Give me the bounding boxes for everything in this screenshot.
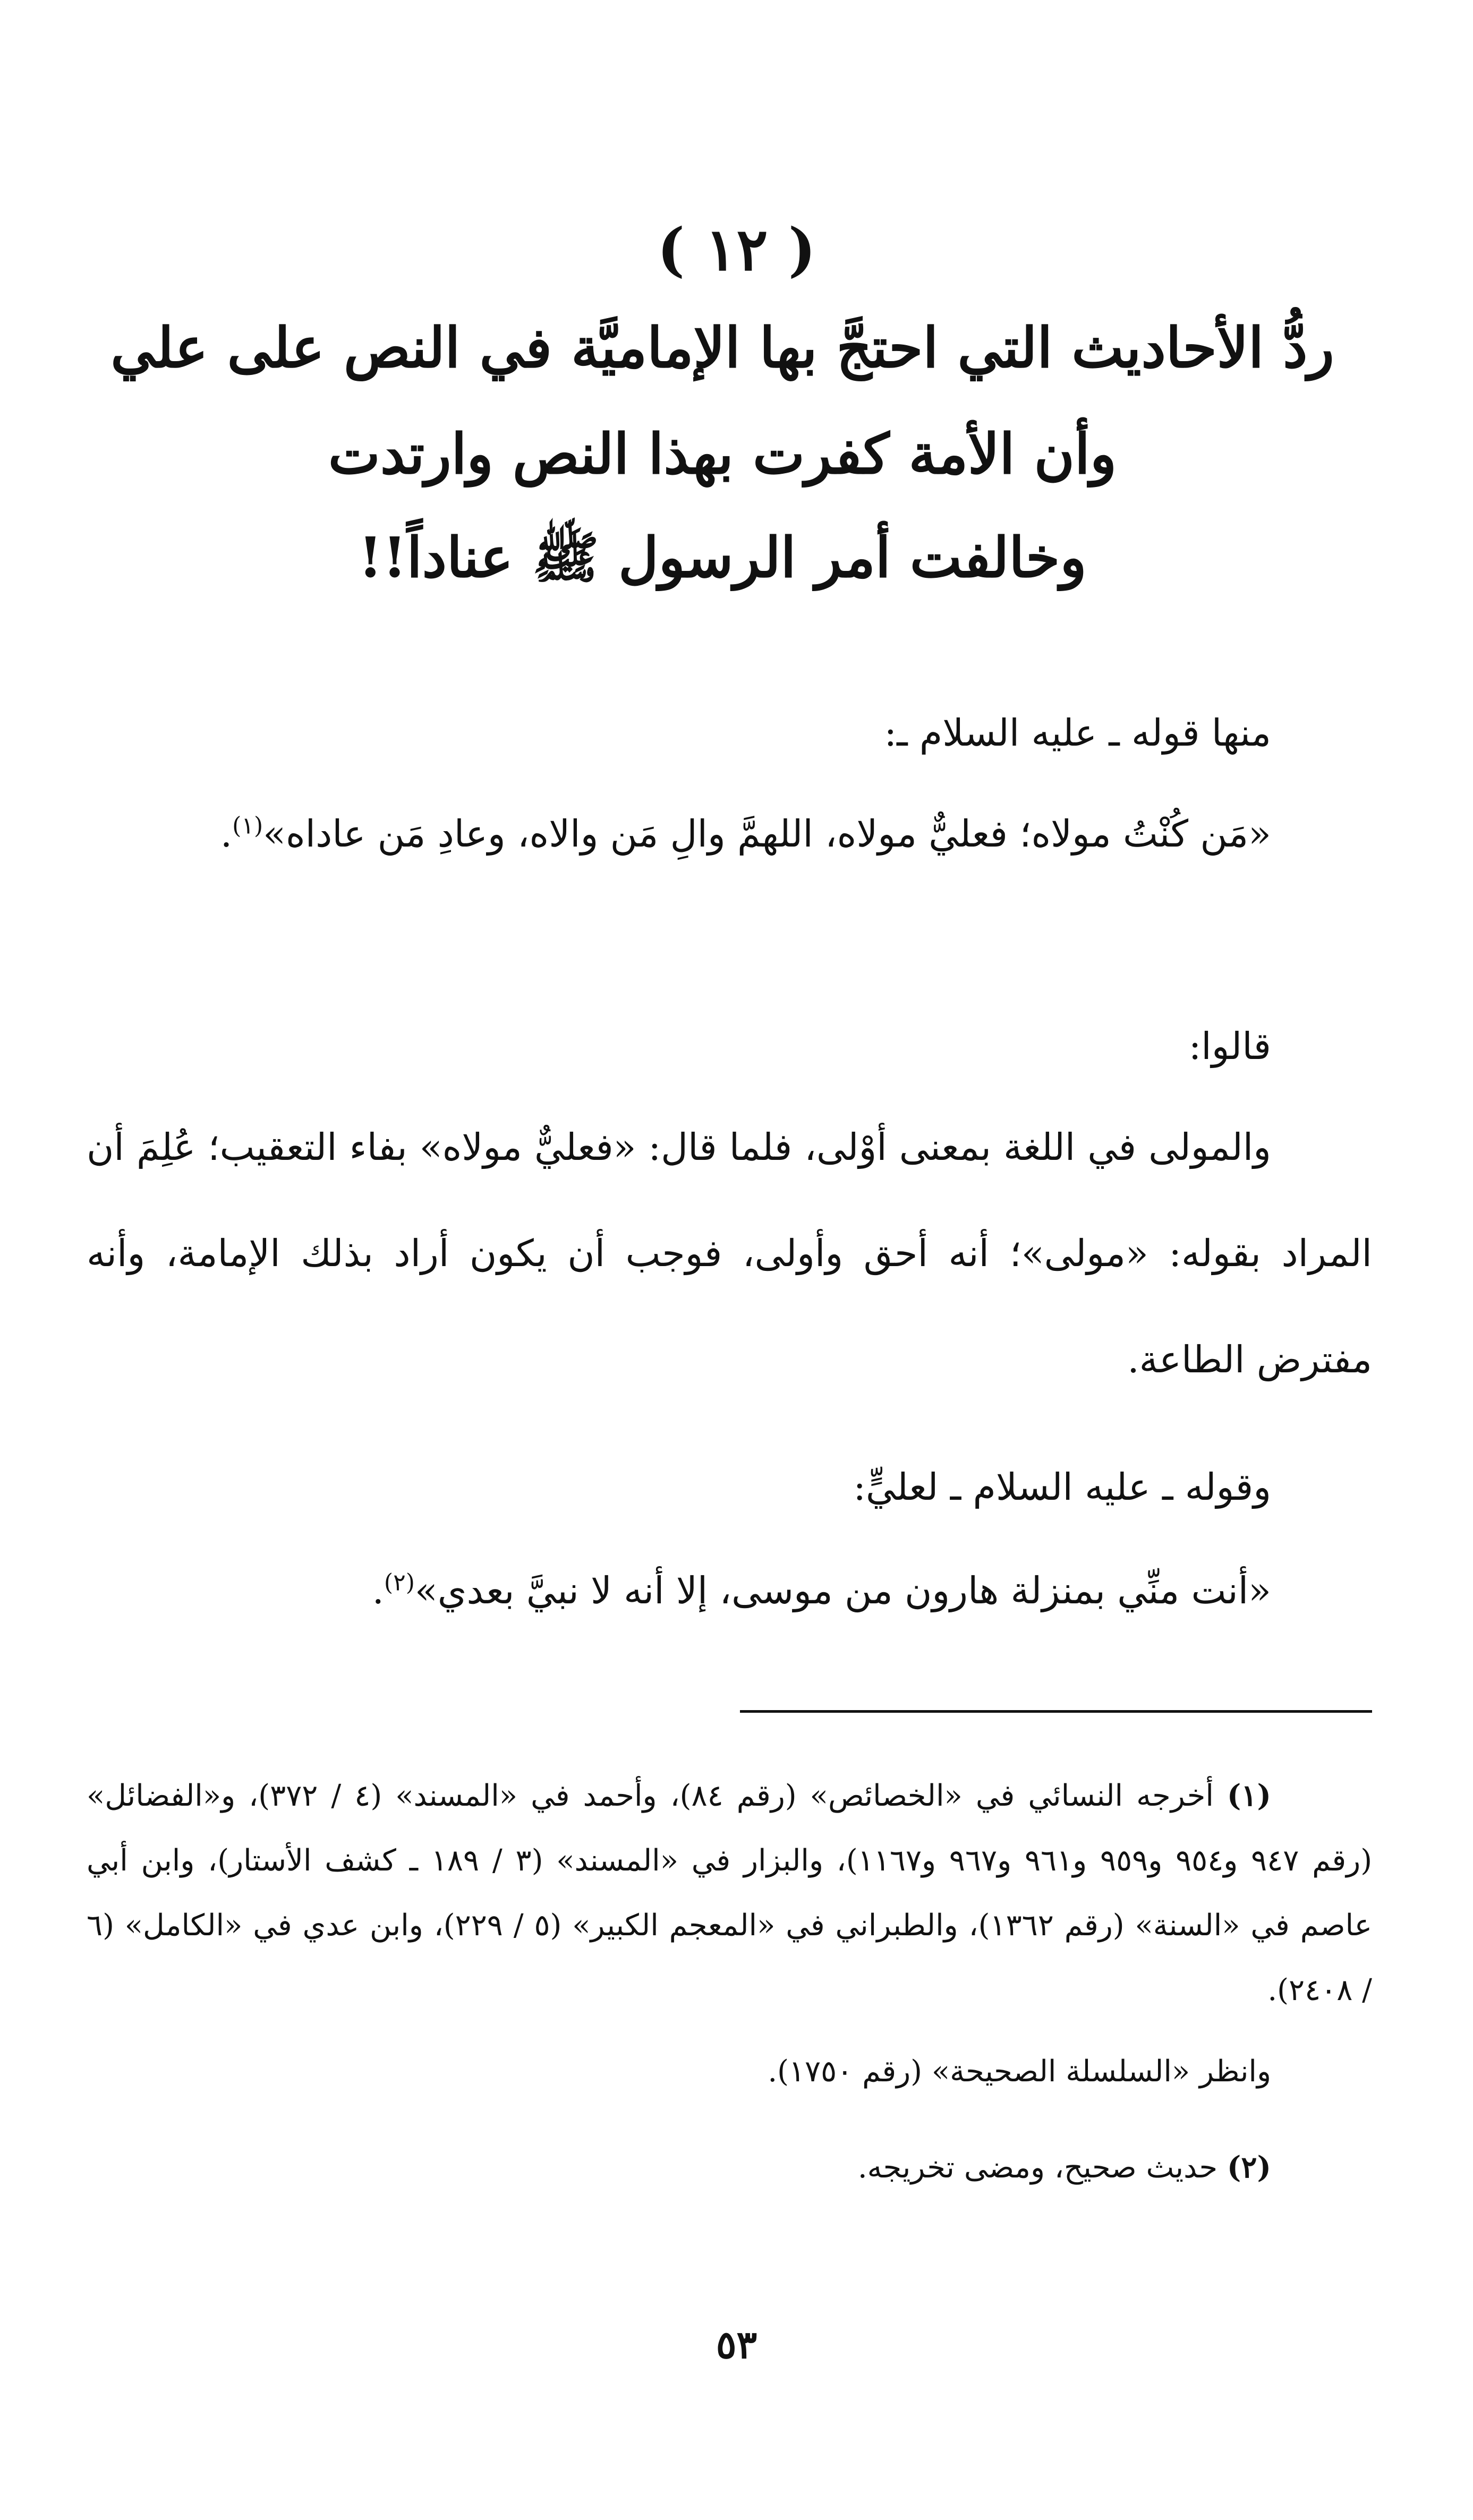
footnote-ref-2: (٢) (384, 1569, 415, 1596)
hadith-2-paragraph (87, 1537, 1372, 1644)
chapter-title-line-2: وأن الأمة كفرت بهذا النص وارتدت (328, 421, 1117, 486)
intro-paragraph: منها قوله ـ عليه السلام ـ: (884, 711, 1271, 755)
hadith-1-end: . (220, 812, 233, 856)
footnote-2-text: حديث صحيح، ومضى تخريجه. (857, 2150, 1218, 2185)
chapter-number: ( ١٢ ) (657, 215, 816, 284)
footnote-2-number: (٢) (1227, 2150, 1271, 2185)
footnote-1-text: أخرجه النسائي في «الخصائص» (رقم ٨٤)، وأحمد في «المسند» (٤ / ٣٧٢)، و«الفضائل» (رقم ٩٤٧ و٩٥٤ و٩٥٩ و٩٦١ و٩٦٧ و١١٦٧)، والبزار في «المسند» (٣ / ١٨٩ ـ كشف الأستار)، وابن أبي عاصم في «السنة» (رقم ١٣٦٢)، والطبراني في «المعجم الكبير» (٥ / ٢٢٩)، وابن عدي في «الكامل» (٦ / ٢٤٠٨). (87, 1779, 1373, 2008)
hadith-2-end: . (372, 1569, 384, 1612)
footnote-1 (87, 1763, 1372, 2023)
qalu-paragraph: قالوا: (1188, 1024, 1271, 1068)
footnote-divider (740, 1710, 1372, 1713)
hadith-1-text: «مَن كُنْتُ مولاه؛ فعليٌّ مولاه، اللهمَّ والِ مَن والاه، وعادِ مَن عاداه» (263, 812, 1271, 856)
chapter-title-line-3: وخالفت أمر الرسول ﷺ عناداً!! (358, 525, 1087, 590)
footnote-2 (87, 2135, 1372, 2200)
hadith-2-text: «أنت منِّي بمنزلة هارون من موسى، إلا أنه لا نبيَّ بعدي» (414, 1569, 1271, 1612)
page-number: ٥٣ (716, 2322, 757, 2367)
hadith-1-paragraph (87, 781, 1372, 887)
chapter-title-line-1: ردُّ الأحاديث التي احتجَّ بها الإماميَّة في النص على علي (110, 315, 1334, 380)
footnote-1-number: (١) (1227, 1778, 1271, 1813)
footnote-ref-1: (١) (232, 812, 263, 840)
footnote-1-continuation: وانظر «السلسلة الصحيحة» (رقم ١٧٥٠). (768, 2054, 1271, 2089)
second-intro-paragraph: وقوله ـ عليه السلام ـ لعليٍّ: (853, 1465, 1271, 1509)
mawla-explanation-paragraph: والمولى في اللغة بمعنى أوْلى، فلما قال: «فعليٌّ مولاه» بفاء التعقيب؛ عُلِمَ أن المراد بقوله: «مولى»؛ أنه أحق وأولى، فوجب أن يكون أراد بذلك الإمامة، وأنه مفترض الطاعة. (87, 1125, 1372, 1381)
